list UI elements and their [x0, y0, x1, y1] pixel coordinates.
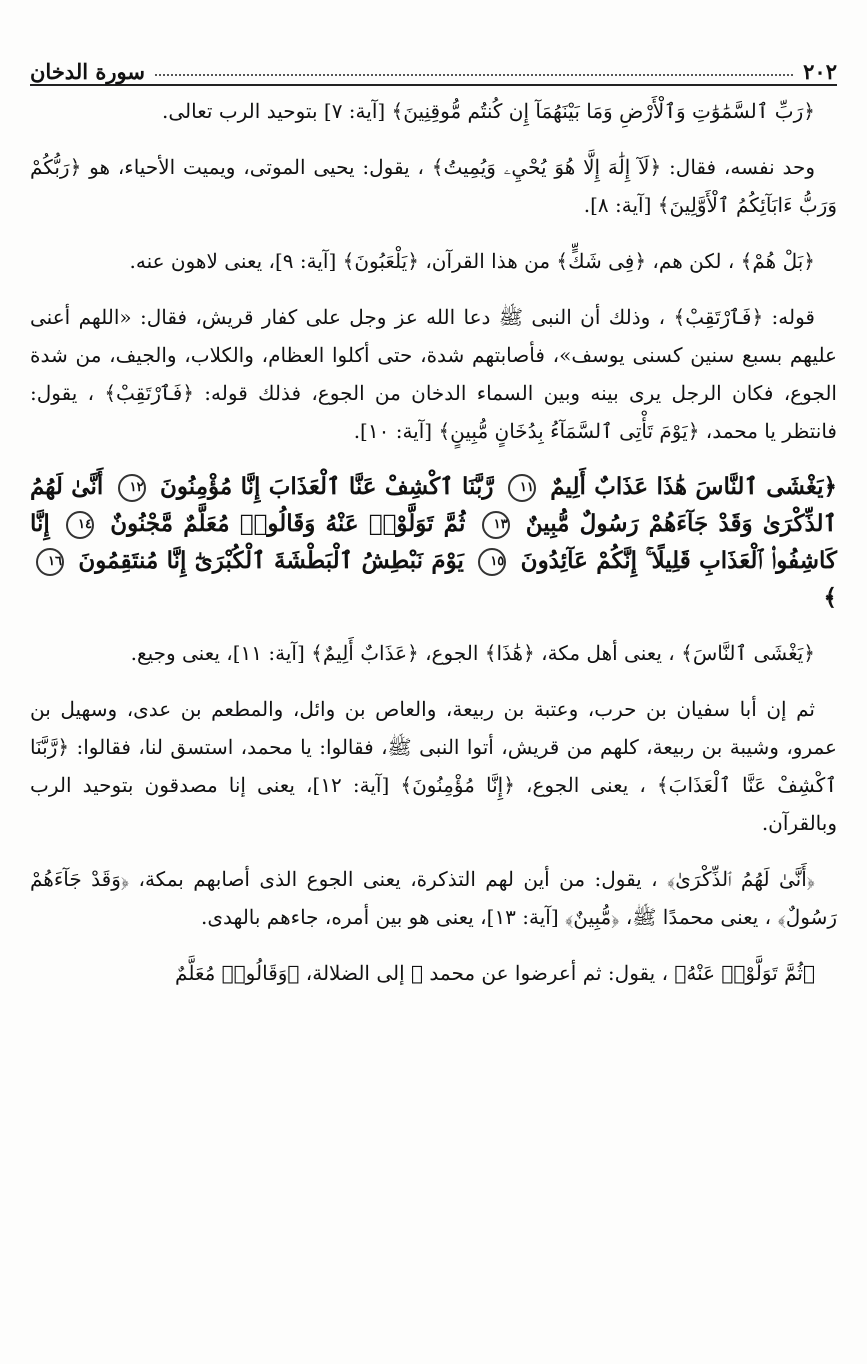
verse-number-marker: ١٥: [478, 548, 506, 576]
verse-number-marker: ١٦: [36, 548, 64, 576]
verse-12-text: رَّبَّنَا ٱكْشِفْ عَنَّا ٱلْعَذَابَ إِنَّا مُؤْمِنُونَ: [160, 473, 494, 500]
paragraph-verse-12: ثم إن أبا سفيان بن حرب، وعتبة بن ربيعة، والعاص بن وائل، والمطعم بن عدى، وسهيل بن عمرو، وشيبة بن ربيعة، كلهم من قريش، أتوا النبى ﷺ، فقالوا: يا محمد، استسق لنا، فقالوا: ﴿رَّبَّنَا ٱكْشِفْ عَنَّا ٱلْعَذَابَ﴾ ، يعنى الجوع، ﴿إِنَّا مُؤْمِنُونَ﴾ [آية: ١٢]، يعنى إنا مصدقون بتوحيد الرب وبالقرآن.: [30, 697, 837, 835]
quran-verses-block: [30, 468, 837, 616]
verse-16-text: يَوْمَ نَبْطِشُ ٱلْبَطْشَةَ ٱلْكُبْرَىٰٓ إِنَّا مُنتَقِمُونَ: [78, 547, 464, 574]
verse-open-bracket: ﴿: [823, 473, 837, 500]
verse-number-marker: ١٢: [118, 474, 146, 502]
paragraph-verse-11: ﴿يَغْشَى ٱلنَّاسَ﴾ ، يعنى أهل مكة، ﴿هَٰذَا﴾ الجوع، ﴿عَذَابٌ أَلِيمٌ﴾ [آية: ١١]، يعنى وجيع.: [130, 641, 815, 665]
paragraph-verse-13: ﴿أَنَّىٰ لَهُمُ ٱلذِّكْرَىٰ﴾ ، يقول: من أين لهم التذكرة، يعنى الجوع الذى أصابهم بمكة، ﴿وَقَدْ جَآءَهُمْ رَسُولٌ﴾ ، يعنى محمدًا ﷺ، ﴿مُّبِينٌ﴾ [آية: ١٣]، يعنى هو بين أمره، جاءهم بالهدى.: [30, 867, 837, 929]
paragraph-verse-8: وحد نفسه، فقال: ﴿لَآ إِلَٰهَ إِلَّا هُوَ يُحْيِۦ وَيُمِيتُ﴾ ، يقول: يحيى الموتى، ويميت الأحياء، هو ﴿رَبُّكُمْ وَرَبُّ ءَابَآئِكُمُ ٱلْأَوَّلِينَ﴾ [آية: ٨].: [30, 155, 837, 217]
surah-title: سورة الدخان: [30, 59, 145, 84]
header-dotted-leader: [155, 74, 793, 76]
paragraph-verse-14: ﴿ثُمَّ تَوَلَّوْا۟ عَنْهُ﴾ ، يقول: ثم أعرضوا عن محمد ﷺ إلى الضلالة، ﴿وَقَالُوا۟ مُعَلَّمٌ: [175, 961, 815, 985]
verse-number-marker: ١١: [508, 474, 536, 502]
verse-number-marker: ١٤: [66, 511, 94, 539]
page-number: ٢٠٢: [803, 59, 837, 84]
verse-14-text: ثُمَّ تَوَلَّوْا۟ عَنْهُ وَقَالُوا۟ مُعَلَّمٌ مَّجْنُونٌ: [110, 510, 466, 537]
verse-number-marker: ١٣: [482, 511, 510, 539]
paragraph-verse-7: ﴿رَبِّ ٱلسَّمَٰوَٰتِ وَٱلْأَرْضِ وَمَا بَيْنَهُمَآ إِن كُنتُم مُّوقِنِينَ﴾ [آية: ٧] بتوحيد الرب تعالى.: [162, 99, 815, 123]
verse-close-bracket: ﴾: [823, 584, 837, 611]
verse-13-text: أَنَّىٰ لَهُمُ ٱلذِّكْرَىٰ وَقَدْ جَآءَهُمْ رَسُولٌ مُّبِينٌ: [30, 473, 838, 537]
page-body: [30, 92, 837, 1010]
verse-15-text: إِنَّا كَاشِفُوا۟ ٱلْعَذَابِ قَلِيلًا ۚ إِنَّكُمْ عَآئِدُونَ: [30, 510, 838, 574]
verse-11-text: يَغْشَى ٱلنَّاسَ هَٰذَا عَذَابٌ أَلِيمٌ: [550, 473, 824, 500]
paragraph-verse-9: ﴿بَلْ هُمْ﴾ ، لكن هم، ﴿فِى شَكٍّ﴾ من هذا القرآن، ﴿يَلْعَبُونَ﴾ [آية: ٩]، يعنى لاهون عنه.: [129, 249, 815, 273]
page-header: [30, 40, 837, 86]
paragraph-verse-10: قوله: ﴿فَٱرْتَقِبْ﴾ ، وذلك أن النبى ﷺ دعا الله عز وجل على كفار قريش، فقال: «اللهم أعنى عليهم بسبع سنين كسنى يوسف»، فأصابتهم شدة، حتى أكلوا العظام، والكلاب، والجيف، من شدة الجوع، فكان الرجل يرى بينه وبين السماء الدخان من الجوع، فذلك قوله: ﴿فَٱرْتَقِبْ﴾ ، يقول: فانتظر يا محمد، ﴿يَوْمَ تَأْتِى ٱلسَّمَآءُ بِدُخَانٍ مُّبِينٍ﴾ [آية: ١٠].: [30, 305, 837, 443]
